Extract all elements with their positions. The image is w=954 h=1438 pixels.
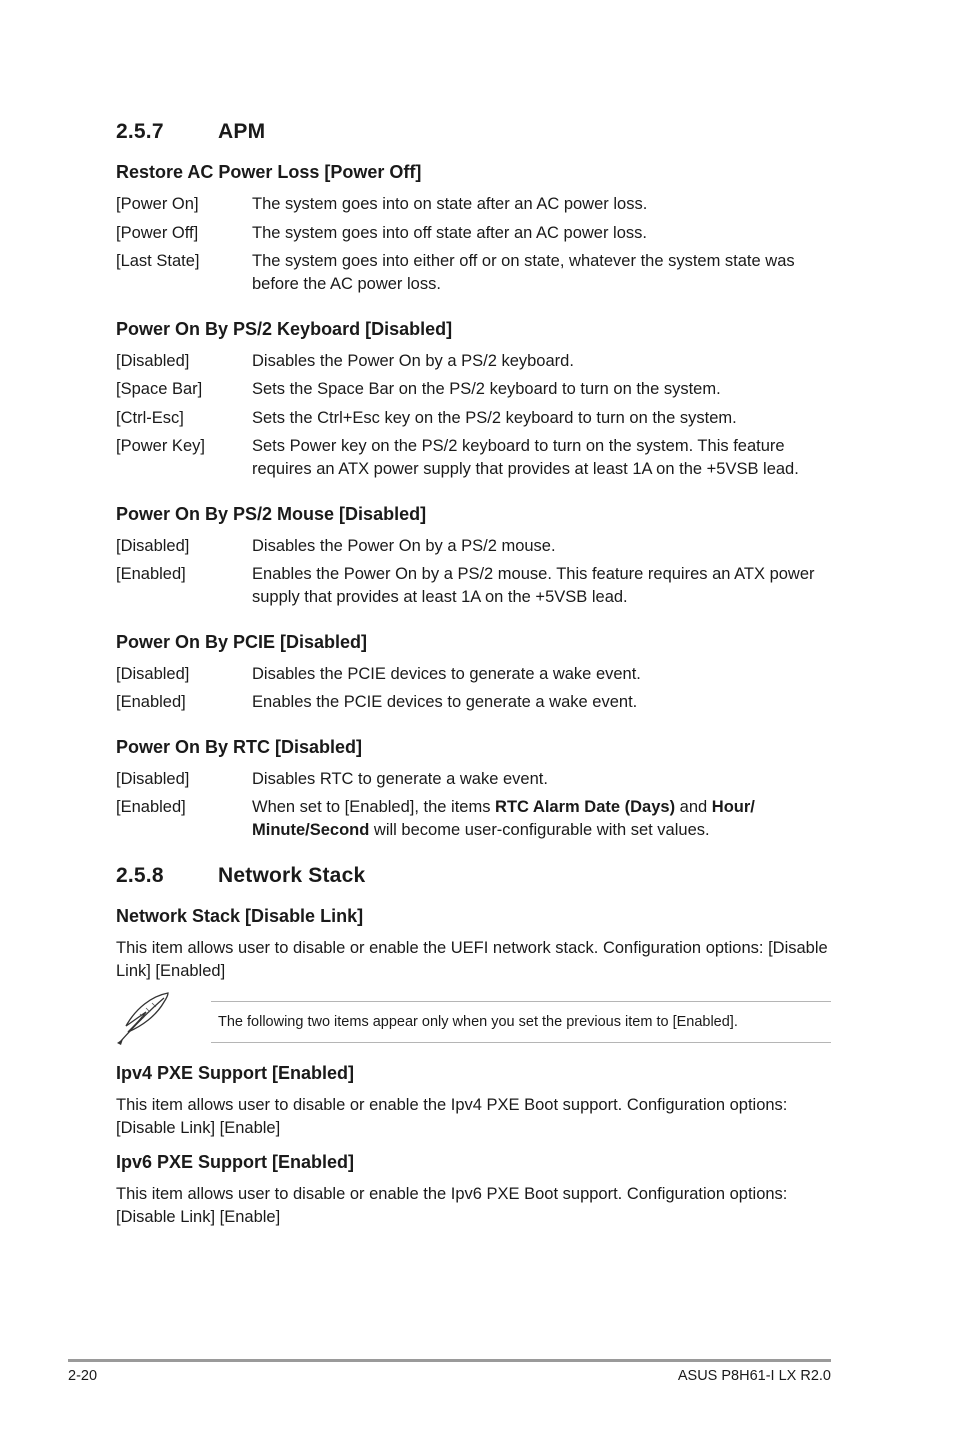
option-description: The system goes into on state after an AC power loss.: [252, 195, 648, 213]
option-description: Disables RTC to generate a wake event.: [252, 770, 548, 788]
note-text: The following two items appear only when you set the previous item to [Enabled].: [218, 1014, 738, 1030]
heading-power-on-by-ps2-mouse: Power On By PS/2 Mouse [Disabled]: [116, 504, 427, 524]
heading-power-on-by-pcie: Power On By PCIE [Disabled]: [116, 632, 368, 652]
option-label: [Enabled]: [116, 798, 186, 816]
footer-divider: [68, 1359, 831, 1362]
paragraph-ipv4-pxe: This item allows user to disable or enable the Ipv4 PXE Boot support. Configuration options: [Disable Link] [Enable]: [116, 1096, 788, 1137]
option-description: Sets Power key on the PS/2 keyboard to turn on the system. This feature requires an ATX power supply that provides at least 1A on the +5VSB lead.: [252, 437, 799, 478]
heading-restore-ac-power-loss: Restore AC Power Loss [Power Off]: [116, 162, 422, 182]
paragraph-ipv6-pxe: This item allows user to disable or enable the Ipv6 PXE Boot support. Configuration options: [Disable Link] [Enable]: [116, 1185, 788, 1226]
option-description: Enables the PCIE devices to generate a wake event.: [252, 693, 638, 711]
desc-text: When set to [Enabled], the items: [252, 798, 496, 816]
option-description: Disables the Power On by a PS/2 mouse.: [252, 537, 556, 555]
footer-page-number: 2-20: [68, 1368, 98, 1384]
option-label: [Disabled]: [116, 770, 190, 788]
option-label: [Enabled]: [116, 565, 186, 583]
paragraph-network-stack: This item allows user to disable or enable the UEFI network stack. Configuration options: [Disable Link] [Enabled]: [116, 939, 828, 980]
section-name: APM: [218, 120, 266, 143]
footer-product-name: ASUS P8H61-I LX R2.0: [677, 1368, 831, 1384]
desc-bold-term: RTC Alarm Date (Days): [495, 798, 676, 816]
option-label: [Power Key]: [116, 437, 205, 455]
section-name: Network Stack: [218, 864, 366, 887]
option-label: [Space Bar]: [116, 380, 203, 398]
option-label: [Enabled]: [116, 693, 186, 711]
option-label: [Ctrl-Esc]: [116, 409, 184, 427]
section-number: 2.5.8: [116, 864, 164, 887]
option-description: [252, 796, 836, 842]
section-number: 2.5.7: [116, 120, 164, 143]
feather-pen-icon: [112, 990, 174, 1048]
section-title-network-stack: [116, 864, 365, 888]
option-label: [Disabled]: [116, 537, 190, 555]
heading-power-on-by-rtc: Power On By RTC [Disabled]: [116, 737, 363, 757]
option-description: Disables the Power On by a PS/2 keyboard.: [252, 352, 574, 370]
option-description: Sets the Ctrl+Esc key on the PS/2 keyboard to turn on the system.: [252, 409, 737, 427]
option-description: The system goes into either off or on state, whatever the system state was before the AC power loss.: [252, 252, 795, 293]
option-description: Enables the Power On by a PS/2 mouse. This feature requires an ATX power supply that provides at least 1A on the +5VSB lead.: [252, 565, 815, 606]
desc-text: will become user-configurable with set values.: [369, 821, 710, 839]
section-title-apm: [116, 120, 265, 144]
heading-ipv4-pxe-support: Ipv4 PXE Support [Enabled]: [116, 1063, 355, 1083]
option-label: [Disabled]: [116, 352, 190, 370]
heading-ipv6-pxe-support: Ipv6 PXE Support [Enabled]: [116, 1152, 355, 1172]
desc-bold-term: Hour/ Minute/Second: [252, 798, 755, 839]
note-box: [211, 1001, 831, 1043]
option-description: Disables the PCIE devices to generate a wake event.: [252, 665, 641, 683]
option-label: [Disabled]: [116, 665, 190, 683]
option-description: The system goes into off state after an AC power loss.: [252, 224, 647, 242]
option-label: [Last State]: [116, 252, 200, 270]
option-label: [Power On]: [116, 195, 199, 213]
desc-text: and: [675, 798, 712, 816]
option-label: [Power Off]: [116, 224, 199, 242]
heading-power-on-by-ps2-keyboard: Power On By PS/2 Keyboard [Disabled]: [116, 319, 453, 339]
option-description: Sets the Space Bar on the PS/2 keyboard to turn on the system.: [252, 380, 721, 398]
heading-network-stack: Network Stack [Disable Link]: [116, 906, 364, 926]
